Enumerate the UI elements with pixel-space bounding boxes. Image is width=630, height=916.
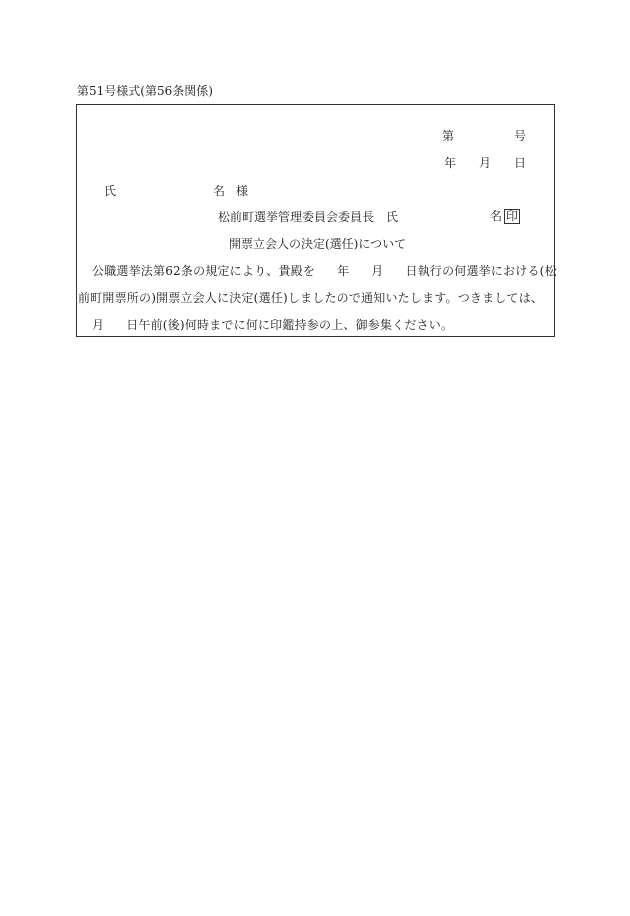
body-line-1-b: 日執行の何選挙における(松	[405, 264, 557, 278]
number-label-dai: 第	[442, 129, 455, 143]
subject-title: 開票立会人の決定(選任)について	[229, 237, 407, 251]
body-line-1-year: 年	[337, 264, 350, 278]
sender-name-seal	[490, 209, 520, 224]
date-day: 日	[514, 156, 527, 170]
number-label-go: 号	[514, 129, 527, 143]
body-line-3-month: 月	[92, 318, 105, 332]
date-month: 月	[479, 156, 492, 170]
seal-mark: 印	[506, 209, 519, 223]
body-line-3	[92, 318, 453, 332]
body-line-1-month: 月	[371, 264, 384, 278]
body-line-1-a: 公職選挙法第62条の規定により、貴殿を	[92, 264, 316, 278]
body-line-2: 前町開票所の)開票立会人に決定(選任)しましたので通知いたします。つきましては、	[78, 291, 544, 305]
body-line-1	[92, 264, 557, 278]
addressee-mei: 名	[213, 184, 226, 198]
sender-title: 松前町選挙管理委員会委員長	[218, 210, 375, 224]
form-number: 第51号様式(第56条関係)	[77, 84, 213, 98]
sender-mei: 名	[490, 209, 503, 223]
date-year: 年	[444, 156, 457, 170]
addressee-sama: 様	[236, 184, 249, 198]
addressee-shi: 氏	[104, 184, 117, 198]
sender-shi: 氏	[386, 210, 399, 224]
body-line-3-rest: 日午前(後)何時までに何に印鑑持参の上、御参集ください。	[126, 318, 454, 332]
